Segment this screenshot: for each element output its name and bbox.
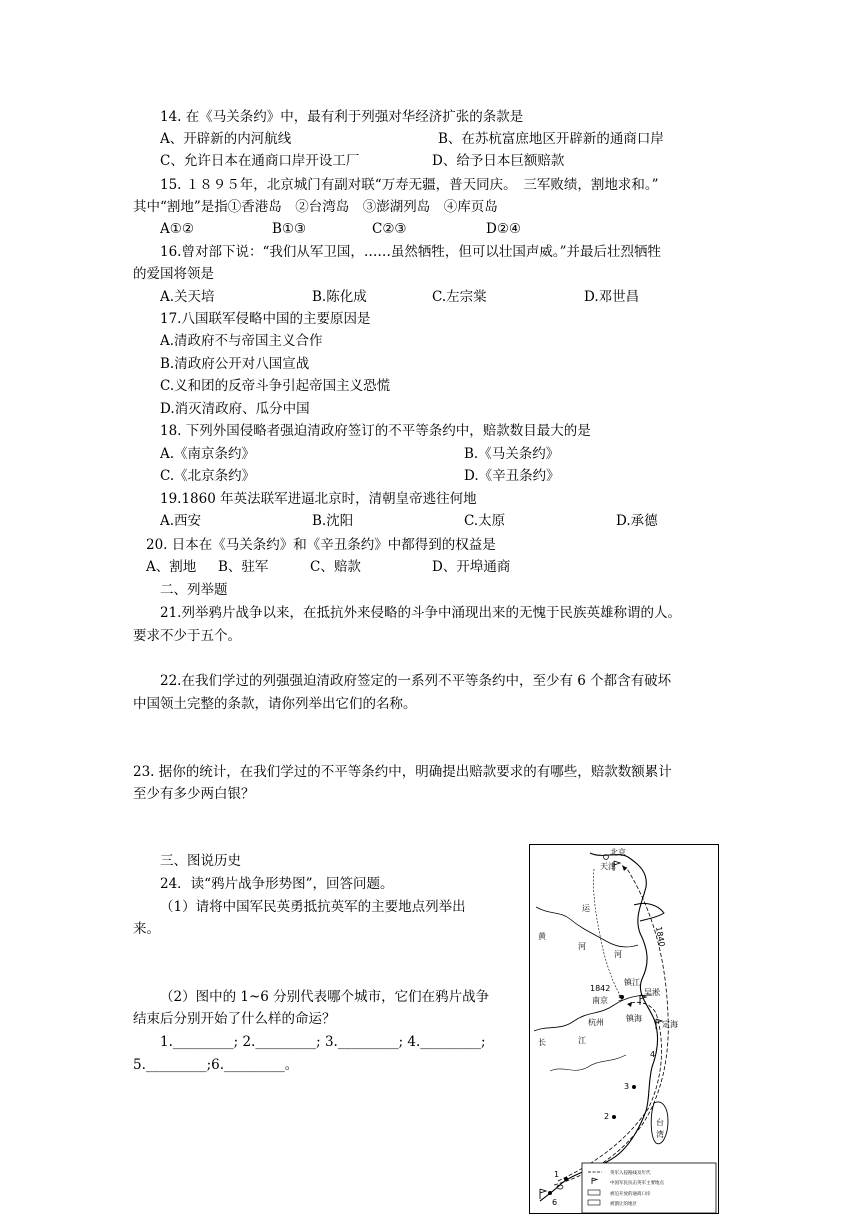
q24-part1-line2: 来。 — [133, 921, 160, 937]
q20-stem: 20. 日本在《马关条约》和《辛丑条约》中都得到的权益是 — [146, 537, 496, 553]
city-dot-1 — [564, 1177, 568, 1181]
label-wusong: 吴淞 — [644, 988, 660, 997]
q14-option-b: B、在苏杭富庶地区开辟新的通商口岸 — [438, 131, 664, 147]
route-arrow-nanjing — [627, 1002, 632, 1007]
label-nanjing: 南京 — [592, 996, 608, 1005]
q24-part2-line2: 结束后分别开始了什么样的命运？ — [133, 1011, 336, 1027]
label-taiwan-1: 台 — [656, 1118, 664, 1127]
q18-option-d: D.《辛丑条约》 — [464, 468, 560, 484]
q24-stem: 24．读“鸦片战争形势图”，回答问题。 — [160, 876, 394, 892]
label-num4: 4 — [650, 1050, 656, 1059]
q22-line2: 中国领土完整的条款，请你列举出它们的名称。 — [133, 696, 417, 712]
label-num6: 6 — [552, 1198, 558, 1207]
q20-option-d: D、开埠通商 — [432, 559, 511, 575]
city-dot-3 — [632, 1085, 636, 1089]
label-canal: 运 — [582, 904, 590, 913]
label-year-1840: 1840 — [654, 925, 667, 948]
q20-option-a: A、割地 — [146, 559, 197, 575]
label-num3: 3 — [624, 1082, 630, 1091]
invasion-route-1842 — [558, 1002, 662, 1181]
q19-option-c: C.太原 — [464, 513, 506, 529]
q16-option-b: B.陈化成 — [312, 289, 367, 305]
q19-stem: 19.1860 年英法联军进逼北京时，清朝皇帝逃往何地 — [160, 491, 477, 507]
q24-answer-blanks-line1: 1._________; 2._________; 3._________; 4._________; — [160, 1034, 486, 1050]
q18-option-c: C.《北京条约》 — [160, 468, 256, 484]
legend-item-port: 被迫开放的通商口岸 — [610, 1192, 651, 1197]
q24-part1-line1: （1）请将中国军民英勇抵抗英军的主要地点列举出 — [160, 899, 466, 915]
section-heading-map: 三、图说历史 — [160, 853, 241, 869]
label-zhenhai: 镇海 — [626, 1014, 642, 1023]
label-chang: 长 — [538, 1038, 546, 1047]
grand-canal — [593, 869, 620, 995]
city-dot-2 — [612, 1115, 616, 1119]
q15-option-a: A①② — [160, 221, 194, 237]
yellow-river — [536, 907, 638, 947]
section-heading-list: 二、列举题 — [160, 582, 228, 598]
q15-line2: 其中“割地”是指①香港岛 ②台湾岛 ③澎湖列岛 ④库页岛 — [133, 199, 498, 215]
q21-line1: 21.列举鸦片战争以来，在抵抗外来侵略的斗争中涌现出来的无愧于民族英雄称谓的人。 — [160, 605, 681, 621]
q17-option-b: B.清政府公开对八国宣战 — [160, 356, 310, 372]
label-beijing: 北京 — [610, 848, 626, 857]
label-river-he: 河 — [614, 950, 622, 959]
q19-option-b: B.沈阳 — [312, 513, 354, 529]
q21-line2: 要求不少于五个。 — [133, 628, 241, 644]
label-dinghai: 定海 — [662, 1020, 678, 1029]
q18-stem: 18. 下列外国侵略者强迫清政府签订的不平等条约中，赔款数目最大的是 — [160, 423, 591, 439]
q15-line1: 15. １８９５年，北京城门有副对联“万寿无疆，普天同庆。 三军败绩，割地求和。” — [160, 177, 659, 193]
legend-item-route: 英军入侵路线及年代 — [610, 1171, 651, 1176]
q15-option-c: C②③ — [372, 221, 407, 237]
q18-option-a: A.《南京条约》 — [160, 446, 256, 462]
q15-option-b: B①③ — [272, 221, 307, 237]
label-num5: 5 — [618, 994, 624, 1003]
label-yellow-1: 黄 — [538, 932, 546, 941]
label-yellow-2: 河 — [578, 942, 586, 951]
q14-option-d: D、给予日本巨额赔款 — [432, 153, 565, 169]
legend-item-battle: 中国军民抗击英军主要地点 — [610, 1181, 664, 1186]
q14-option-a: A、开辟新的内河航线 — [160, 131, 292, 147]
q17-stem: 17.八国联军侵略中国的主要原因是 — [160, 311, 371, 327]
q19-option-a: A.西安 — [160, 513, 202, 529]
q17-option-c: C.义和团的反帝斗争引起帝国主义恐慌 — [160, 378, 391, 394]
q16-option-d: D.邓世昌 — [584, 289, 640, 305]
q17-option-d: D.消灭清政府、瓜分中国 — [160, 401, 310, 417]
q16-option-c: C.左宗棠 — [432, 289, 487, 305]
q14-option-c: C、允许日本在通商口岸开设工厂 — [160, 153, 360, 169]
label-year-1842: 1842 — [590, 984, 611, 993]
label-hangzhou: 杭州 — [588, 1018, 604, 1027]
label-num2: 2 — [604, 1112, 610, 1121]
label-zhenjiang: 镇江 — [624, 978, 640, 987]
label-taiwan-2: 湾 — [656, 1130, 664, 1139]
minor-river — [550, 1055, 626, 1071]
q22-line1: 22.在我们学过的列强强迫清政府签定的一系列不平等条约中，至少有 6 个都含有破坏 — [160, 673, 672, 689]
q24-part2-line1: （2）图中的 1~6 分别代表哪个城市，它们在鸦片战争 — [160, 989, 490, 1005]
q18-option-b: B.《马关条约》 — [464, 446, 560, 462]
q24-answer-blanks-line2: 5._________;6._________。 — [133, 1057, 299, 1073]
q19-option-d: D.承德 — [616, 513, 658, 529]
route-arrow-north — [622, 865, 627, 871]
q20-option-c: C、赔款 — [310, 559, 361, 575]
q16-line2: 的爱国将领是 — [133, 266, 214, 282]
q15-option-d: D②④ — [486, 221, 522, 237]
city-dot-6 — [548, 1191, 552, 1195]
q17-option-a: A.清政府不与帝国主义合作 — [160, 333, 323, 349]
q16-line1: 16.曾对部下说：“我们从军卫国，……虽然牺牲，但可以壮国声威。”并最后壮烈牺牲 — [160, 244, 662, 260]
q14-stem: 14. 在《马关条约》中，最有利于列强对华经济扩张的条款是 — [160, 109, 524, 125]
label-num1: 1 — [554, 1170, 560, 1179]
invasion-route-1840 — [554, 867, 668, 1185]
q20-option-b: B、驻军 — [218, 559, 269, 575]
q16-option-a: A.关天培 — [160, 289, 215, 305]
label-jiang: 江 — [578, 1036, 586, 1045]
legend-item-ceded: 被割让的地区 — [610, 1202, 637, 1207]
opium-war-map-drawing — [530, 845, 718, 1213]
q23-line1: 23. 据你的统计，在我们学过的不平等条约中，明确提出赔款要求的有哪些，赔款数额累计 — [133, 764, 672, 780]
label-tianjin: 天津 — [600, 862, 616, 871]
opium-war-map — [529, 844, 719, 1214]
q23-line2: 至少有多少两白银？ — [133, 786, 255, 802]
